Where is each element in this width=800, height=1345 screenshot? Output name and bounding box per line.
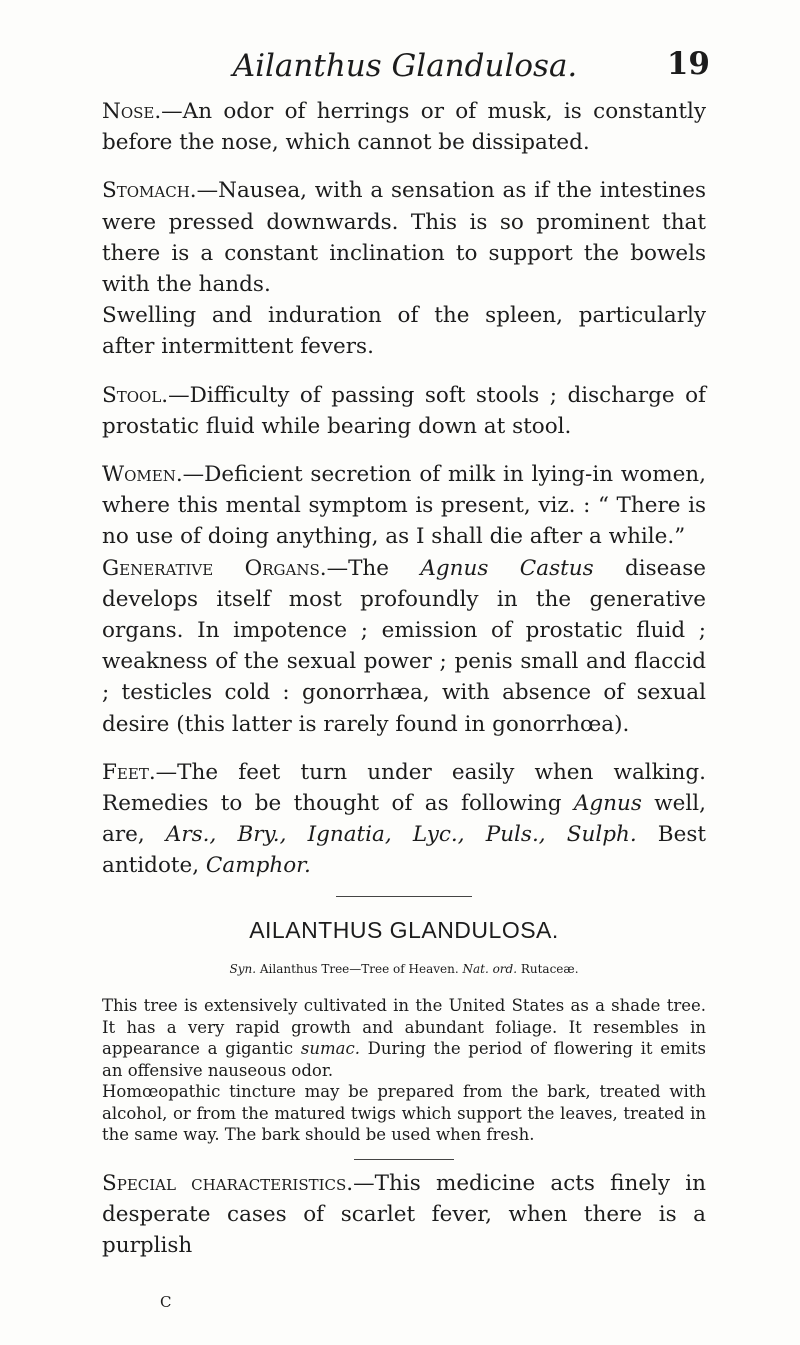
section-stomach: [102, 175, 706, 300]
section-feet: [102, 757, 706, 882]
section-label: Special characteristics.: [102, 1170, 354, 1196]
signature-mark: C: [160, 1293, 172, 1311]
section-label: Women.: [102, 462, 183, 488]
section-text: Best antidote,: [102, 822, 706, 879]
section-text: disease develops itself most profoundly in the generative organs. In impotence ; emission of prostatic fluid ; weakness of the sexual power ; penis small and flaccid ; testicles cold : gonorrhæa, with absence of sexual desire (this latter is rarely found in gonorrhœa).: [102, 555, 706, 737]
order-label: Nat. ord.: [462, 961, 518, 976]
section-nose: [102, 96, 706, 158]
section-text: —An odor of herrings or of musk, is constantly before the nose, which cannot be dissipated.: [102, 99, 706, 156]
tincture-paragraph: Homœopathic tincture may be prepared from the bark, treated with alcohol, or from the matured twigs which support the leaves, treated in the same way. The bark should be used when fresh.: [102, 1082, 706, 1145]
antidote-name: Camphor.: [205, 853, 311, 879]
syn-label: Syn.: [229, 961, 257, 976]
section-text: —The feet turn under easily when walking. Remedies to be thought of as following: [102, 759, 706, 817]
article-title: AILANTHUS GLANDULOSA.: [249, 916, 559, 943]
section-divider: [336, 896, 472, 897]
section-text: —Nausea, with a sensation as if the intestines were pressed downwards. This is so prominent that there is a constant inclination to support the bowels with the hands.: [102, 178, 706, 298]
section-text: well, are,: [102, 791, 706, 848]
section-special-characteristics: [102, 1168, 706, 1262]
description-text: During the period of flowering it emits an offensive nauseous odor.: [102, 1039, 706, 1080]
section-text: —This medicine acts finely in desperate cases of scarlet fever, when there is a purplish: [102, 1170, 706, 1258]
section-stool: [102, 380, 706, 442]
section-text: Swelling and induration of the spleen, particularly after intermittent fevers.: [102, 303, 706, 360]
page-body: [102, 96, 706, 1261]
article-heading: [102, 915, 706, 985]
section-women: [102, 459, 706, 553]
section-text: —Deficient secretion of milk in lying-in women, where this mental symptom is present, viz. : “ There is no use of doing anything, as I shall die after a while.”: [102, 462, 706, 550]
section-label: Nose.: [102, 99, 162, 124]
section-text: —Difficulty of passing soft stools ; discharge of prostatic fluid while bearing down at stool.: [102, 382, 706, 439]
section-label: Generative Organs.: [102, 555, 327, 581]
description-paragraph: [102, 995, 706, 1081]
description-italic: sumac.: [300, 1039, 360, 1059]
remedy-name: Agnus Castus: [420, 555, 594, 581]
section-text: —The: [326, 555, 421, 581]
page-number: 19: [666, 46, 710, 82]
description-text: This tree is extensively cultivated in the United States as a shade tree. It has a very rapid growth and abundant foliage. It resembles in appearance a gigantic: [102, 996, 706, 1059]
section-label: Stool.: [102, 382, 169, 408]
section-spleen: [102, 300, 706, 362]
section-divider: [354, 1159, 454, 1160]
remedies-list: Ars., Bry., Ignatia, Lyc., Puls., Sulph.: [165, 822, 637, 848]
remedy-name: Agnus: [573, 791, 642, 817]
syn-text: Ailanthus Tree—Tree of Heaven.: [256, 961, 463, 976]
synonym-line: [102, 954, 706, 985]
page-header: [100, 46, 710, 86]
section-label: Feet.: [102, 759, 156, 785]
section-label: Stomach.: [102, 178, 197, 204]
order-text: Rutaceæ.: [517, 961, 579, 976]
article-description: [102, 995, 706, 1146]
running-title: Ailanthus Glandulosa.: [232, 48, 578, 84]
section-generative-organs: [102, 553, 706, 740]
